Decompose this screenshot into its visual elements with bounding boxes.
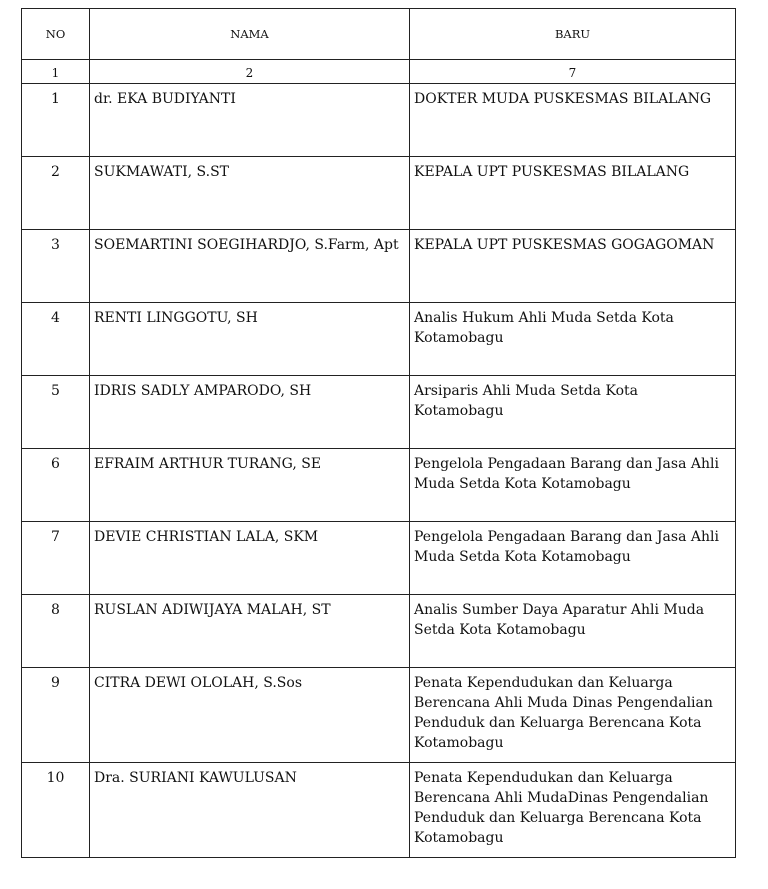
row-baru: KEPALA UPT PUSKESMAS GOGAGOMAN [410, 230, 736, 303]
row-number: 10 [22, 763, 90, 858]
row-nama: SUKMAWATI, S.ST [90, 157, 410, 230]
table-row [22, 522, 736, 595]
header-baru: BARU [410, 9, 736, 60]
table-row [22, 376, 736, 449]
table-row [22, 303, 736, 376]
row-nama: DEVIE CHRISTIAN LALA, SKM [90, 522, 410, 595]
table-row [22, 84, 736, 157]
row-number: 5 [22, 376, 90, 449]
row-baru: Pengelola Pengadaan Barang dan Jasa Ahli Muda Setda Kota Kotamobagu [410, 522, 736, 595]
column-number-no: 1 [22, 60, 90, 84]
row-number: 6 [22, 449, 90, 522]
table-row [22, 763, 736, 858]
row-number: 1 [22, 84, 90, 157]
row-nama: Dra. SURIANI KAWULUSAN [90, 763, 410, 858]
row-baru: DOKTER MUDA PUSKESMAS BILALANG [410, 84, 736, 157]
table-row [22, 230, 736, 303]
column-number-baru: 7 [410, 60, 736, 84]
row-nama: RUSLAN ADIWIJAYA MALAH, ST [90, 595, 410, 668]
table-row [22, 668, 736, 763]
row-baru: Pengelola Pengadaan Barang dan Jasa Ahli Muda Setda Kota Kotamobagu [410, 449, 736, 522]
row-number: 3 [22, 230, 90, 303]
row-nama: SOEMARTINI SOEGIHARDJO, S.Farm, Apt [90, 230, 410, 303]
row-baru: Analis Sumber Daya Aparatur Ahli Muda Setda Kota Kotamobagu [410, 595, 736, 668]
column-number-nama: 2 [90, 60, 410, 84]
row-number: 8 [22, 595, 90, 668]
row-number: 4 [22, 303, 90, 376]
row-nama: CITRA DEWI OLOLAH, S.Sos [90, 668, 410, 763]
row-number: 9 [22, 668, 90, 763]
row-baru: Arsiparis Ahli Muda Setda Kota Kotamobagu [410, 376, 736, 449]
row-baru: KEPALA UPT PUSKESMAS BILALANG [410, 157, 736, 230]
row-nama: EFRAIM ARTHUR TURANG, SE [90, 449, 410, 522]
header-no: NO [22, 9, 90, 60]
row-nama: dr. EKA BUDIYANTI [90, 84, 410, 157]
column-number-row [22, 60, 736, 84]
row-baru: Analis Hukum Ahli Muda Setda Kota Kotamobagu [410, 303, 736, 376]
personnel-table [21, 8, 736, 858]
row-number: 2 [22, 157, 90, 230]
table-row [22, 449, 736, 522]
header-row [22, 9, 736, 60]
row-baru: Penata Kependudukan dan Keluarga Berencana Ahli Muda Dinas Pengendalian Penduduk dan Keluarga Berencana Kota Kotamobagu [410, 668, 736, 763]
row-baru: Penata Kependudukan dan Keluarga Berencana Ahli MudaDinas Pengendalian Penduduk dan Keluarga Berencana Kota Kotamobagu [410, 763, 736, 858]
row-nama: IDRIS SADLY AMPARODO, SH [90, 376, 410, 449]
row-number: 7 [22, 522, 90, 595]
header-nama: NAMA [90, 9, 410, 60]
table-row [22, 595, 736, 668]
row-nama: RENTI LINGGOTU, SH [90, 303, 410, 376]
table-row [22, 157, 736, 230]
